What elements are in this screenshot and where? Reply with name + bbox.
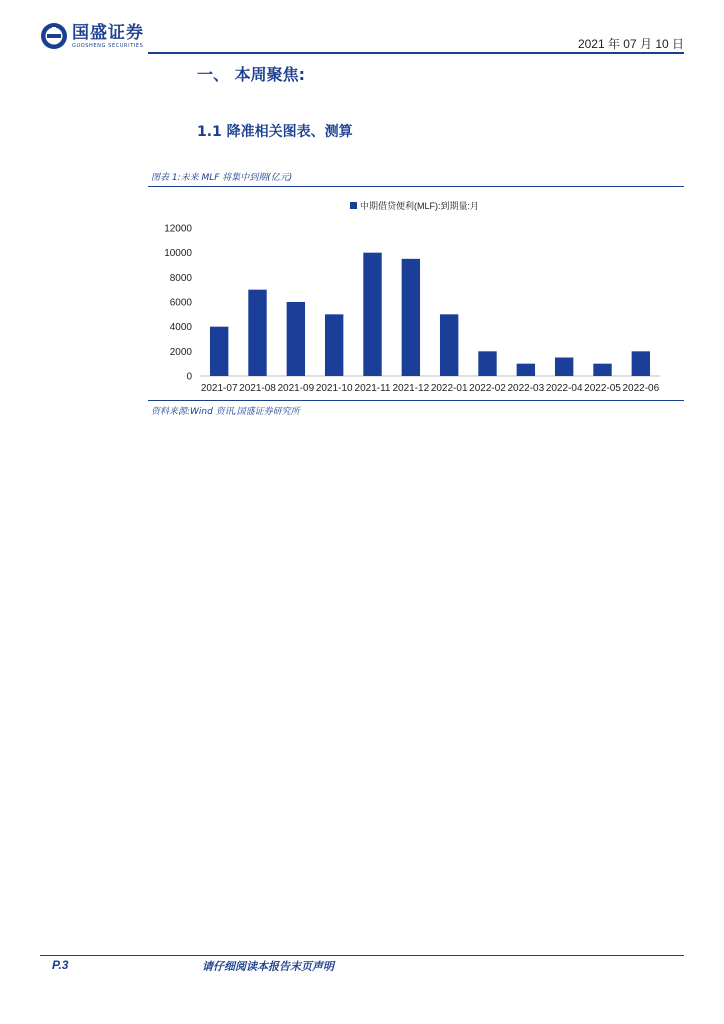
x-tick-label: 2022-04 [545,383,583,394]
bar-2021-08 [248,290,266,376]
bar-2021-10 [325,314,343,376]
company-logo [40,22,144,50]
bar-2021-12 [402,259,420,376]
bar-2022-05 [593,364,611,376]
figure-title: 图表 1:未来 MLF 将集中到期(亿元) [151,173,293,183]
figure-bottom-divider [148,400,684,401]
bar-2022-04 [555,358,573,377]
y-tick-label: 6000 [169,297,192,309]
x-tick-label: 2022-06 [622,383,660,394]
x-tick-label: 2021-07 [200,383,238,394]
y-tick-label: 12000 [164,223,192,235]
legend-swatch [350,202,357,209]
x-tick-label: 2021-12 [392,383,430,394]
bar-2021-09 [287,302,305,376]
section-heading: 一、 本周聚焦: [197,65,305,84]
x-tick-label: 2022-05 [584,383,621,394]
bar-2022-03 [517,364,535,376]
x-tick-label: 2021-08 [239,383,276,394]
bar-2021-11 [363,253,381,376]
logo-icon [40,22,68,50]
figure-source: 资料来源:Wind 资讯,国盛证券研究所 [151,407,300,417]
x-tick-label: 2021-09 [277,383,315,394]
x-tick-label: 2021-11 [354,383,391,394]
bar-2022-02 [478,351,496,376]
logo-english-text: GUOSHENG SECURITIES [72,43,144,49]
y-tick-label: 2000 [169,346,192,358]
y-tick-label: 4000 [169,322,192,334]
logo-text: 国盛证券 [72,23,144,43]
x-tick-label: 2022-03 [507,383,545,394]
x-tick-label: 2021-10 [315,383,353,394]
mlf-bar-chart [148,190,684,398]
x-tick-label: 2022-01 [430,383,468,394]
bar-2021-07 [210,327,228,376]
page-number: P.3 [52,958,69,972]
header-divider [148,52,684,54]
y-tick-label: 8000 [169,272,192,284]
bar-series [210,253,650,376]
footer-divider [40,955,684,956]
x-axis [201,383,660,394]
subsection-heading: 1.1 降准相关图表、测算 [197,124,353,140]
bar-2022-01 [440,314,458,376]
x-tick-label: 2022-02 [469,383,506,394]
y-tick-label: 10000 [164,248,192,260]
chart-legend [350,200,479,211]
report-date: 2021 年 07 月 10 日 [577,37,684,51]
legend-label: 中期借贷便利(MLF):到期量:月 [360,201,479,211]
footer-disclaimer: 请仔细阅读本报告末页声明 [202,960,334,973]
bar-2022-06 [632,351,650,376]
figure-top-divider [148,186,684,187]
y-tick-label: 0 [186,371,192,383]
